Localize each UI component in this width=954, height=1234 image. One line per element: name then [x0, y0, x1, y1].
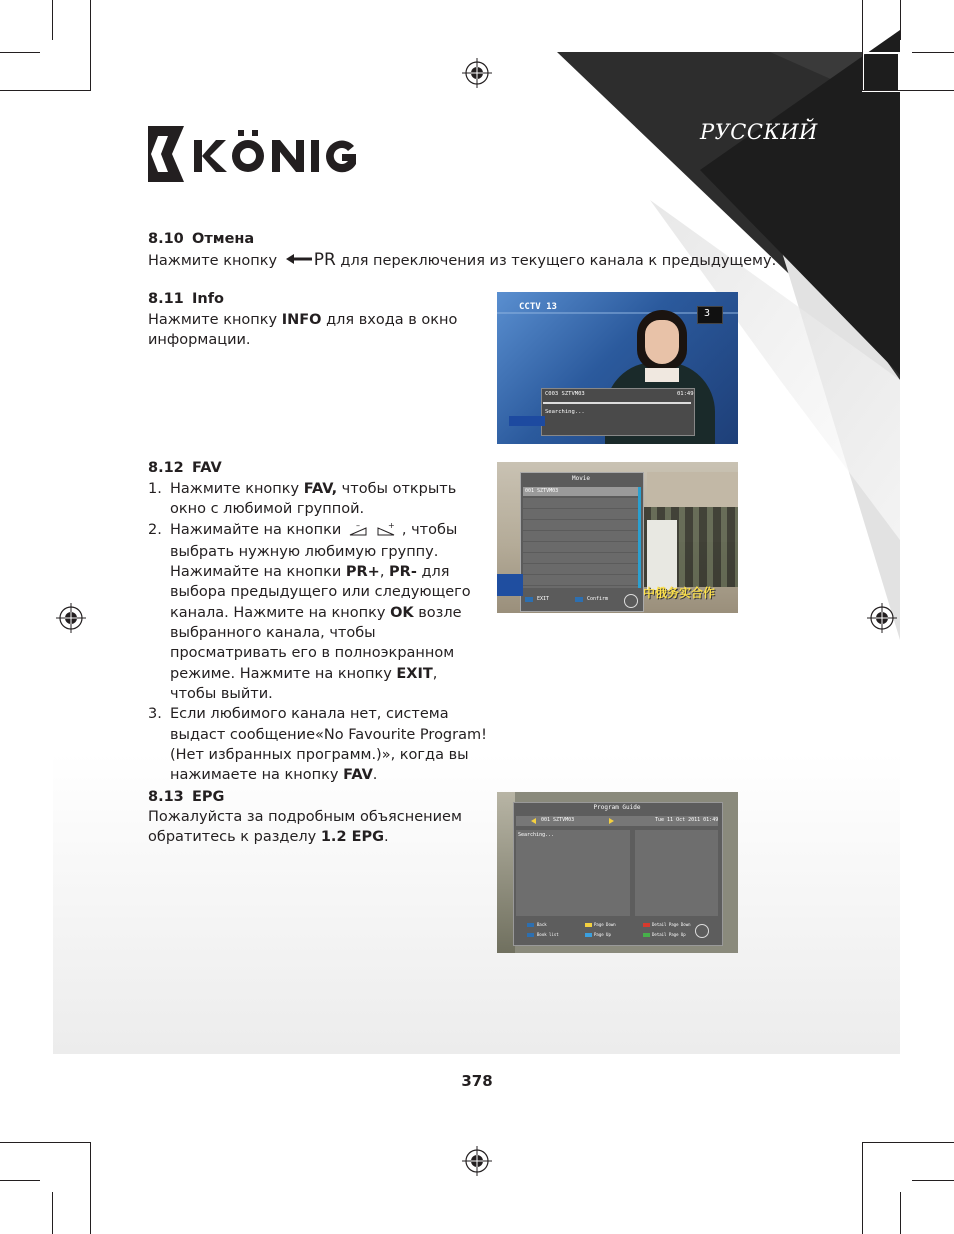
key-name: EXIT: [396, 665, 433, 682]
body-text: возле выбранного канала, чтобы просматривать его в полноэкранном режиме. Нажмите на кнопку: [170, 604, 462, 682]
right-arrow-icon: [609, 818, 614, 824]
channel-number: 3: [704, 308, 711, 319]
left-arrow-icon: [531, 818, 536, 824]
registration-mark-icon: [462, 1146, 492, 1176]
key-name: OK: [390, 604, 414, 621]
section-number: 8.11: [148, 291, 184, 307]
language-label: РУССКИЙ: [700, 120, 818, 144]
registration-mark-icon: [867, 603, 897, 633]
item-number: 3.: [148, 706, 162, 723]
news-ticker: [509, 416, 545, 426]
info-screenshot: [497, 292, 738, 444]
section-body: [148, 807, 468, 848]
section-reference: 1.2 EPG: [320, 829, 385, 846]
section-body: [148, 310, 468, 351]
body-text: , чтобы выбрать нужную любимую группу. Нажимайте на кнопки: [170, 521, 458, 581]
legend-key-green: [643, 933, 650, 937]
crop-mark: [52, 1192, 53, 1234]
presenter-face: [645, 320, 679, 364]
nav-keys-icon: [624, 594, 638, 608]
list-rows: [523, 498, 638, 588]
dialog-title: C003 SZTVM03: [545, 391, 585, 397]
body-text: .: [372, 767, 378, 784]
body-text: для выбора предыдущего или следующего канала. Нажмите на кнопку: [170, 564, 471, 621]
epg-detail-pane: [635, 830, 718, 916]
confirm-key-icon: [575, 597, 583, 602]
fav-screenshot: [497, 462, 738, 613]
section-heading: [148, 229, 254, 249]
legend-label: Book list: [537, 932, 559, 937]
legend-key-yellow: [585, 923, 592, 927]
scroll-bar: [638, 487, 641, 588]
dialog-divider: [543, 402, 691, 404]
nav-keys-icon: [695, 924, 709, 938]
legend-key-blue: [585, 933, 592, 937]
crop-mark: [0, 1180, 40, 1181]
legend-label: Back: [537, 922, 547, 927]
crop-mark: [90, 1142, 91, 1234]
crop-mark: [0, 52, 40, 53]
section-number: 8.12: [148, 460, 184, 476]
epg-status: Searching...: [518, 832, 555, 838]
section-heading: [148, 458, 222, 478]
presenter-collar: [645, 368, 679, 382]
key-name: PR+: [345, 564, 380, 581]
section-number: 8.13: [148, 789, 184, 805]
legend-label: Page Up: [594, 932, 611, 937]
pr-button-label: PR: [313, 250, 336, 270]
epg-title: Program Guide: [593, 804, 641, 811]
key-name: PR-: [389, 564, 417, 581]
crop-mark: [0, 1142, 91, 1143]
key-name: FAV,: [303, 481, 338, 497]
list-item: [148, 520, 488, 705]
svg-text:–: –: [355, 521, 360, 530]
body-text: .: [384, 829, 389, 846]
svg-text:+: +: [387, 521, 395, 530]
caption-bar: [497, 574, 523, 596]
legend-label: Detail Page Down: [652, 922, 691, 927]
crop-mark: [900, 0, 901, 40]
exit-key-icon: [525, 597, 533, 602]
crop-mark: [862, 1142, 954, 1143]
back-arrow-icon: [286, 251, 312, 271]
registration-mark-icon: [462, 58, 492, 88]
crop-mark: [862, 90, 954, 91]
section-body: [148, 250, 776, 271]
section-title: EPG: [192, 789, 225, 805]
crop-mark: [52, 0, 53, 40]
crop-mark: [900, 1192, 901, 1234]
konig-logo: [148, 126, 358, 186]
item-number: 2.: [148, 521, 162, 538]
list-title: Movie: [571, 475, 591, 482]
body-text: ,: [379, 564, 390, 581]
list-item: [148, 704, 488, 785]
body-text: Нажмите кнопку: [148, 253, 278, 269]
legend-key-red: [643, 923, 650, 927]
section-title: Отмена: [192, 231, 255, 247]
body-text: Нажмите кнопку: [170, 481, 304, 497]
crop-mark: [862, 1142, 863, 1234]
dialog-status: Searching...: [545, 409, 585, 415]
list-item: [148, 479, 488, 520]
confirm-label: Confirm: [587, 596, 609, 602]
key-name: INFO: [281, 312, 322, 328]
section-number: 8.10: [148, 231, 184, 247]
legend-key-blue: [527, 933, 534, 937]
dialog-time: 01:49: [677, 391, 694, 397]
body-text: чтобы открыть окно с любимой группой.: [170, 481, 457, 518]
crop-mark: [0, 90, 91, 91]
fav-steps-list: [148, 479, 488, 785]
item-number: 1.: [148, 481, 162, 497]
volume-keys-icon: [348, 522, 400, 542]
legend-key-blue: [527, 923, 534, 927]
epg-channel: 001 SZTVM03: [541, 817, 575, 823]
body-text: Если любимого канала нет, система выдаст сообщение«No Favourite Program! (Нет избранных программ.)», когда вы нажимаете на кнопку: [170, 706, 487, 784]
legend-label: Page Down: [594, 922, 616, 927]
body-text: , чтобы выйти.: [170, 665, 438, 702]
section-heading: [148, 787, 224, 807]
registration-mark-icon: [56, 603, 86, 633]
key-name: FAV: [343, 767, 373, 784]
crop-mark: [862, 0, 863, 90]
legend-label: Detail Page Up: [652, 932, 686, 937]
section-title: Info: [192, 291, 224, 307]
caption-text: 中俄务实合作: [643, 586, 716, 600]
body-text: для входа в окно информации.: [148, 312, 458, 349]
epg-datetime: Tue 11 Oct 2011 01:49: [655, 817, 719, 823]
body-text: Нажимайте на кнопки: [170, 521, 346, 538]
crop-mark: [912, 52, 954, 53]
crop-mark: [90, 0, 91, 90]
epg-screenshot: [497, 792, 738, 953]
channel-logo: CCTV 13: [519, 302, 557, 312]
soldier-white: [647, 520, 677, 590]
body-text: Пожалуйста за подробным объяснением обратитесь к разделу: [148, 809, 462, 846]
list-item-label: 001 SZTVM03: [525, 488, 559, 494]
exit-label: EXIT: [537, 596, 550, 602]
epg-program-list: [516, 830, 630, 916]
crop-mark: [912, 1180, 954, 1181]
body-text: Нажмите кнопку: [148, 312, 282, 328]
body-text: для переключения из текущего канала к предыдущему.: [340, 253, 777, 269]
page-number: 378: [461, 1072, 493, 1090]
section-heading: [148, 289, 224, 309]
section-title: FAV: [192, 460, 222, 476]
